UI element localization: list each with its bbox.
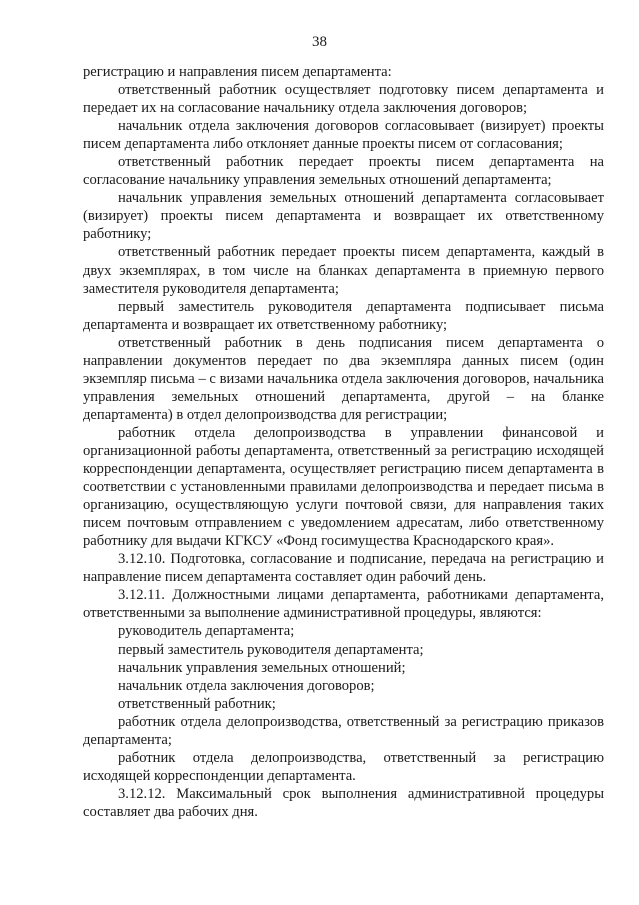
page-number: 38: [312, 34, 327, 50]
paragraph: начальник отдела заключения договоров согласовывает (визирует) проекты писем департамента либо отклоняет данные проекты писем от согласования;: [83, 118, 604, 153]
paragraph: первый заместитель руководителя департамента подписывает письма департамента и возвращает их ответственному работнику;: [83, 298, 604, 333]
list-item: работник отдела делопроизводства, ответственный за регистрацию исходящей корреспонденции департамента.: [83, 749, 604, 784]
list-item: руководитель департамента;: [118, 623, 295, 640]
paragraph: ответственный работник передает проекты писем департамента на согласование начальнику управления земельных отношений департамента;: [83, 154, 604, 189]
paragraph: 3.12.11. Должностными лицами департамента, работниками департамента, ответственными за выполнение административной процедуры, являются:: [83, 587, 604, 622]
paragraph: ответственный работник в день подписания писем департамента о направлении документов передает по два экземпляра данных писем (один экземпляр письма – с визами начальника отдела заключения договоров, начальника управления земельных отношений департамента, другой – на бланке департамента) в отдел делопроизводства для регистрации;: [83, 334, 604, 423]
list-item: первый заместитель руководителя департамента;: [118, 641, 424, 658]
paragraph: начальник управления земельных отношений департамента согласовывает (визирует) проекты писем департамента и возвращает их ответственному работнику;: [83, 190, 604, 243]
paragraph: 3.12.10. Подготовка, согласование и подписание, передача на регистрацию и направление писем департамента составляет один рабочий день.: [83, 551, 604, 586]
list-item: начальник отдела заключения договоров;: [118, 677, 375, 694]
paragraph: ответственный работник передает проекты писем департамента, каждый в двух экземплярах, в том числе на бланках департамента в приемную первого заместителя руководителя департамента;: [83, 244, 604, 297]
paragraph: регистрацию и направления писем департамента:: [83, 64, 392, 80]
paragraph: ответственный работник осуществляет подготовку писем департамента и передает их на согласование начальнику отдела заключения договоров;: [83, 82, 604, 117]
paragraph: 3.12.12. Максимальный срок выполнения административной процедуры составляет два рабочих дня.: [83, 785, 604, 820]
paragraph: работник отдела делопроизводства в управлении финансовой и организационной работы департамента, ответственный за регистрацию исходящей корреспонденции департамента, осуществляет регистрацию писем департамента в соответствии с установленными правилами делопроизводства и передает письма в организацию, осуществляющую услуги почтовой связи, для направления таких писем почтовым отправлением с уведомлением адресатам, либо ответственному работнику для выдачи КГКСУ «Фонд госимущества Краснодарского края».: [83, 424, 604, 550]
list-item: ответственный работник;: [118, 695, 276, 712]
list-item: начальник управления земельных отношений;: [118, 659, 406, 676]
list-item: работник отдела делопроизводства, ответственный за регистрацию приказов департамента;: [83, 713, 604, 748]
document-body: [83, 63, 604, 821]
